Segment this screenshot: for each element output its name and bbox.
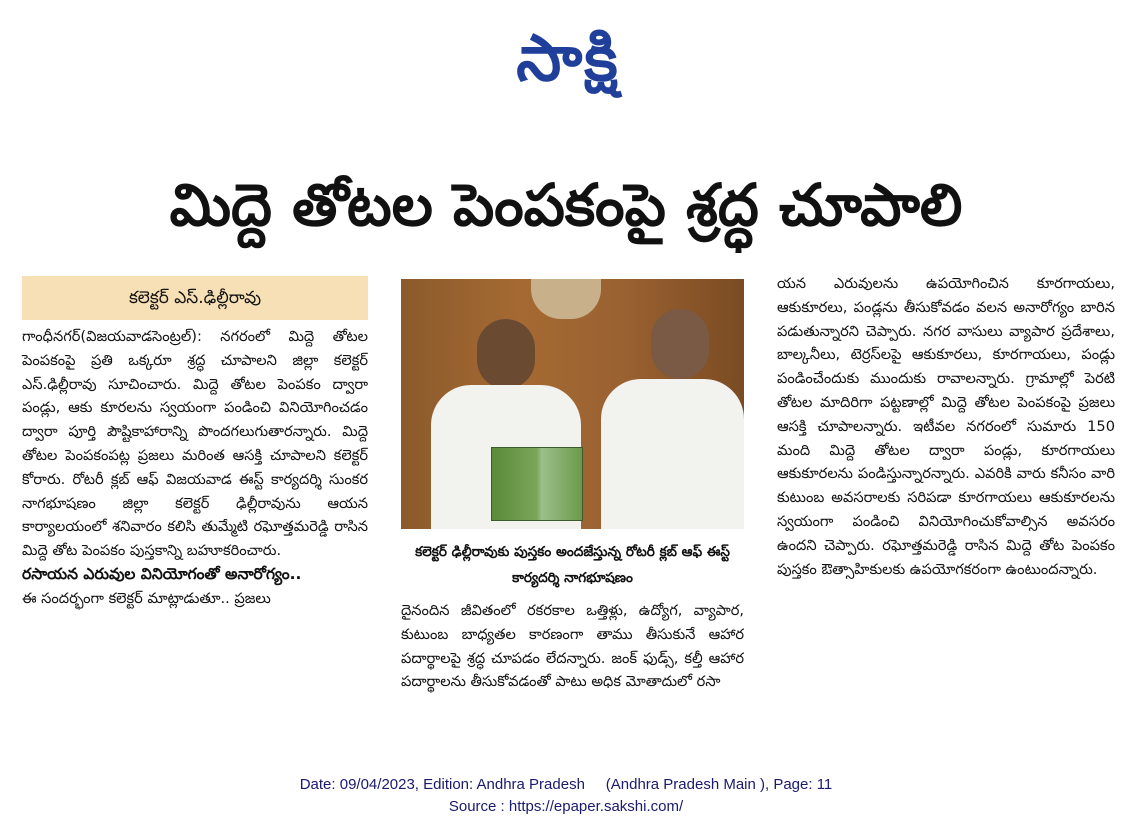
section-subhead: రసాయన ఎరువుల వినియోగంతో అనారోగ్యం..: [22, 564, 302, 583]
article-photo: [401, 279, 744, 529]
article-headline: మిద్దె తోటల పెంపకంపై శ్రద్ధ చూపాలి: [169, 171, 963, 239]
body-paragraph: ఈ సందర్భంగా కలెక్టర్ మాట్లాడుతూ.. ప్రజలు: [22, 589, 271, 607]
byline-box: [22, 276, 368, 320]
body-paragraph: గాంధీనగర్(విజయవాడసెంట్రల్): నగరంలో మిద్దె తోటల పెంపకంపై ప్రతి ఒక్కరూ శ్రద్ధ చూపాలని జిల్లా కలెక్టర్ ఎస్.ఢిల్లీరావు సూచించారు. మిద్దె తోటల పెంపకం ద్వారా పండ్లు, ఆకు కూరలను స్వయంగా పండించి వినియోగించడం ద్వారా పూర్తి పౌష్టికాహారాన్ని పొందగలుగుతారన్నారు. మిద్దె తోటల పెంపకంపట్ల ప్రజలు మరింత ఆసక్తి చూపాలని కలెక్టర్ కోరారు. రోటరీ క్లబ్ ఆఫ్ విజయవాడ ఈస్ట్ కార్యదర్శి సుంకర నాగభూషణం జిల్లా కలెక్టర్ ఢిల్లీరావును ఆయన కార్యాలయంలో శనివారం కలిసి తుమ్మేటి రఘోత్తమరెడ్డి రాసిన మిద్దె తోట పెంపకం పుస్తకాన్ని బహూకరించారు.: [22, 328, 368, 560]
emblem-decoration: [531, 279, 601, 319]
byline-text: కలెక్టర్ ఎస్.ఢిల్లీరావు: [128, 288, 262, 308]
body-paragraph: దైనందిన జీవితంలో రకరకాల ఒత్తిళ్లు, ఉద్యోగ, వ్యాపార, కుటుంబ బాధ్యతల కారణంగా తాము తీసుకునే ఆహార పదార్థాలపై శ్రద్ధ చూపడం లేదన్నారు. జంక్ ఫుడ్స్, కల్తీ ఆహార పదార్థాలను తీసుకోవడంతో పాటు అధిక మోతాదులో రసా: [401, 602, 744, 691]
article-column-1: [22, 325, 368, 611]
body-paragraph: యన ఎరువులను ఉపయోగించిన కూరగాయలు, ఆకుకూరలు, పండ్లను తీసుకోవడం వలన అనారోగ్యం బారిన పడుతున్నారని చెప్పారు. నగర వాసులు వ్యాపార ప్రదేశాలు, బాల్కనీలు, టెర్రస్‌లపై ఆకుకూరలు, కూరగాయలు, పండ్లు పండించేందుకు ముందుకు రావాలన్నారు. గ్రామాల్లో పెరటి తోటల మాదిరిగా పట్టణాల్లో మిద్దె తోటల పెంపకంపై ప్రజలు ఆసక్తి చూపాలన్నారు. ఇటీవల నగరంలో సుమారు 150 మంది మిద్దె తోటల ద్వారా పండ్లు, కూరగాయలు ఆకుకూరలను పండిస్తున్నారన్నారు. ఎవరికి వారు కనీసం వారి కుటుంబ అవసరాలకు సరిపడా కూరగాయలు ఆకుకూరలను స్వయంగా పండించి వినియోగించుకోవాల్సిన అవసరం ఉందని చెప్పారు. రఘోత్తమరెడ్డి రాసిన మిద్దె తోట పెంపకం పుస్తకం ఔత్సాహికులకు ఉపయోగకరంగా ఉంటుందన్నారు.: [777, 275, 1115, 578]
person-figure-right: [601, 309, 744, 529]
book-image: [491, 447, 583, 521]
footer-source-line: Source : https://epaper.sakshi.com/: [448, 798, 684, 815]
footer-date-line: Date: 09/04/2023, Edition: Andhra Pradesh (Andhra Pradesh Main ), Page: 11: [299, 776, 833, 793]
article-column-2: [401, 599, 744, 694]
article-column-3: [777, 272, 1115, 581]
photo-caption: కలెక్టర్ ఢిల్లీరావుకు పుస్తకం అందజేస్తున్న రోటరీ క్లబ్ ఆఫ్ ఈస్ట్ కార్యదర్శి నాగభూషణం: [415, 544, 730, 586]
sakshi-logo: సాక్షి: [516, 22, 620, 96]
source-footer: [0, 774, 1132, 818]
